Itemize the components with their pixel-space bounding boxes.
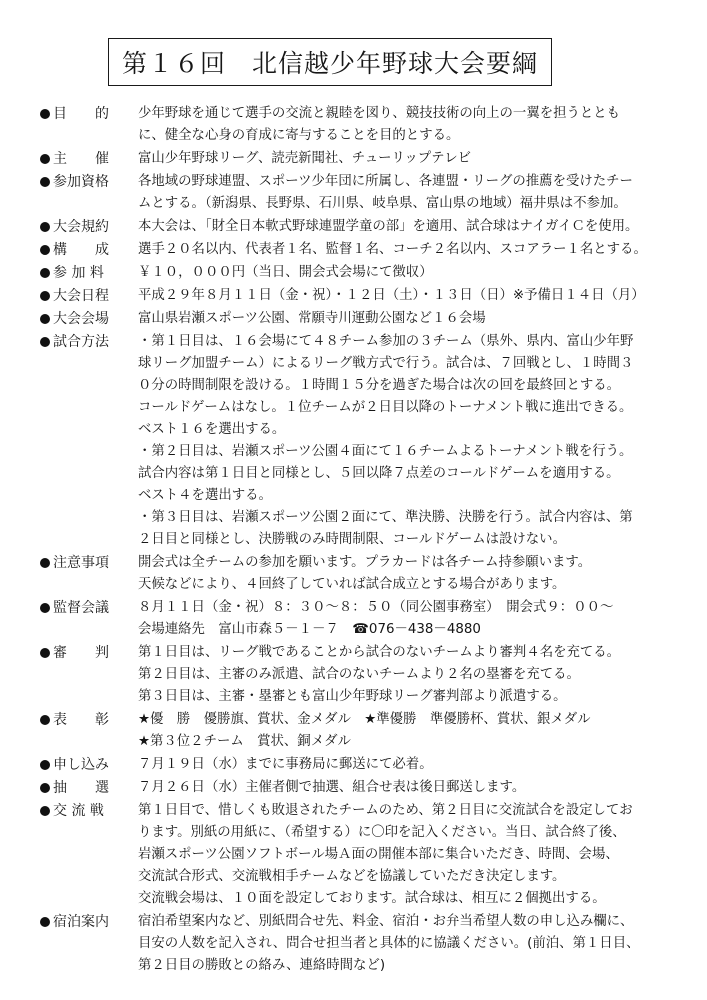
content-line: 岩瀬スポーツ公園ソフトボール場Ａ面の開催本部に集合いただき、時間、会場、 (138, 847, 619, 862)
item-label (40, 331, 138, 551)
content-line: 開会式は全チームの参加を願います。プラカードは各チーム持参願います。 (138, 555, 592, 570)
item-label-text: 交 流 戦 (53, 803, 104, 819)
content-line: 本大会は、「財全日本軟式野球連盟学童の部」を適用、試合球はナイガイＣを使用。 (138, 219, 639, 234)
page-title: 第１６回 北信越少年野球大会要綱 (121, 49, 538, 78)
content-line: ２日目と同様とし、決勝戦のみ時間制限、コールドゲームは設けない。 (138, 532, 566, 547)
content-line: コールドゲームはなし。１位チームが２日目以降のトーナメント戦に進出できる。 (138, 400, 633, 415)
item-label-text: 主 催 (53, 151, 109, 167)
bullet-icon (40, 783, 50, 793)
item-label (40, 800, 138, 910)
bullet-icon (40, 154, 50, 164)
item-content (138, 642, 680, 708)
item-label-text: 大会日程 (53, 288, 109, 304)
outline-item (40, 285, 680, 307)
outline-item (40, 148, 680, 170)
bullet-icon (40, 222, 50, 232)
bullet-icon (40, 806, 50, 816)
item-label-text: 表 彰 (53, 712, 109, 728)
item-label-text: 構 成 (53, 242, 109, 258)
item-label (40, 171, 138, 215)
content-line: 富山県岩瀬スポーツ公園、常願寺川運動公園など１６会場 (138, 311, 486, 326)
bullet-icon (40, 314, 50, 324)
item-content (138, 777, 680, 799)
item-label-text: 試合方法 (53, 334, 109, 350)
outline-item (40, 777, 680, 799)
content-line: ベスト１６を選出する。 (138, 422, 286, 437)
item-content (138, 800, 680, 910)
item-label-text: 監督会議 (53, 600, 109, 616)
content-line: ります。別紙の用紙に、（希望する）に〇印を記入ください。当日、試合終了後、 (138, 825, 626, 840)
content-line: ７月１９日（水）までに事務局に郵送にて必着。 (138, 757, 433, 772)
item-content (138, 308, 680, 330)
item-label (40, 642, 138, 708)
item-content (138, 285, 680, 307)
content-line: ・第２日目は、岩瀬スポーツ公園４面にて１６チームよるトーナメント戦を行う。 (138, 444, 633, 459)
outline-item (40, 552, 680, 596)
item-content (138, 216, 680, 238)
content-line: 球リーグ加盟チーム）によるリーグ戦方式で行う。試合は、７回戦とし、１時間３ (138, 356, 634, 371)
item-label (40, 239, 138, 261)
outline-item (40, 331, 680, 551)
content-line: ￥１０，０００円（当日、開会式会場にて徴収） (138, 265, 433, 280)
item-label-text: 大会規約 (53, 219, 109, 235)
outline-list (40, 103, 680, 978)
item-label (40, 552, 138, 596)
content-line: 各地域の野球連盟、スポーツ少年団に所属し、各連盟・リーグの推薦を受けたチー (138, 174, 633, 189)
content-line: 試合内容は第１日目と同様とし、５回以降７点差のコールドゲームを適用する。 (138, 466, 620, 481)
outline-item (40, 800, 680, 910)
bullet-icon (40, 917, 50, 927)
bullet-icon (40, 245, 50, 255)
content-line: 第１日目で、惜しくも敗退されたチームのため、第２日目に交流試合を設定してお (138, 803, 633, 818)
outline-item (40, 597, 680, 641)
outline-item (40, 709, 680, 753)
outline-item (40, 216, 680, 238)
outline-item (40, 103, 680, 147)
item-content (138, 709, 680, 753)
item-content (138, 597, 680, 641)
item-label (40, 777, 138, 799)
content-line: 平成２９年８月１１日（金・祝）・１２日（土）・１３日（日）※予備日１４日（月） (138, 288, 645, 303)
item-label (40, 754, 138, 776)
content-line: 交流戦会場は、１０面を設定しております。試合球は、相互に２個拠出する。 (138, 891, 606, 906)
item-content (138, 103, 680, 147)
item-content (138, 552, 680, 596)
item-label-text: 大会会場 (53, 311, 109, 327)
bullet-icon (40, 603, 50, 613)
item-label-text: 参加資格 (53, 174, 109, 190)
item-content (138, 239, 680, 261)
item-label-text: 参 加 料 (53, 265, 104, 281)
content-line: 第２日目は、主審のみ派遣、試合のないチームより２名の塁審を充てる。 (138, 667, 580, 682)
content-line: 会場連絡先 富山市森５－１－７ ☎076－438－4880 (138, 622, 481, 637)
content-line: ★第３位２チーム 賞状、銅メダル (138, 734, 351, 749)
bullet-icon (40, 648, 50, 658)
item-label-text: 抽 選 (53, 780, 109, 796)
outline-item (40, 754, 680, 776)
item-content (138, 331, 680, 551)
item-label-text: 申し込み (53, 757, 109, 773)
content-line: ７月２６日（水）主催者側で抽選、組合せ表は後日郵送します。 (138, 780, 526, 795)
item-label (40, 597, 138, 641)
content-line: ムとする。（新潟県、長野県、石川県、岐阜県、富山県の地域）福井県は不参加。 (138, 196, 627, 211)
bullet-icon (40, 291, 50, 301)
bullet-icon (40, 558, 50, 568)
content-line: 富山少年野球リーグ、読売新聞社、チューリップテレビ (138, 151, 472, 166)
bullet-icon (40, 109, 50, 119)
content-line: 少年野球を通じて選手の交流と親睦を図り、競技技術の向上の一翼を担うととも (138, 106, 621, 121)
outline-item (40, 642, 680, 708)
content-line: 第１日目は、リーグ戦であることから試合のないチームより審判４名を充てる。 (138, 645, 621, 660)
outline-item (40, 911, 680, 977)
item-label (40, 148, 138, 170)
item-label-text: 注意事項 (53, 555, 109, 571)
content-line: 宿泊希望案内など、別紙問合せ先、料金、宿泊・お弁当希望人数の申し込み欄に、 (138, 914, 634, 929)
content-line: 選手２０名以内、代表者１名、監督１名、コーチ２名以内、スコアラー１名とする。 (138, 242, 647, 257)
outline-item (40, 171, 680, 215)
content-line: ★優 勝 優勝旗、賞状、金メダル ★準優勝 準優勝杯、賞状、銀メダル (138, 712, 591, 727)
content-line: ベスト４を選出する。 (138, 488, 272, 503)
item-label (40, 216, 138, 238)
content-line: ８月１１日（金・祝）８：３０～８：５０（同公園事務室） 開会式９：００～ (138, 600, 614, 615)
content-line: 第２日目の勝敗との絡み、連絡時間など) (138, 958, 386, 973)
item-label (40, 285, 138, 307)
outline-item (40, 308, 680, 330)
item-label (40, 308, 138, 330)
item-label (40, 911, 138, 977)
item-content (138, 171, 680, 215)
content-line: 目安の人数を記入され、問合せ担当者と具体的に協議ください。(前泊、第１日目、 (138, 936, 640, 951)
bullet-icon (40, 337, 50, 347)
bullet-icon (40, 177, 50, 187)
item-content (138, 754, 680, 776)
item-label (40, 709, 138, 753)
content-line: ・第１日目は、１６会場にて４８チーム参加の３チーム（県外、県内、富山少年野 (138, 334, 634, 349)
content-line: 第３日目は、主審・塁審とも富山少年野球リーグ審判部より派遣する。 (138, 689, 567, 704)
bullet-icon (40, 760, 50, 770)
outline-item (40, 262, 680, 284)
item-label-text: 目 的 (53, 106, 109, 122)
bullet-icon (40, 715, 50, 725)
item-label (40, 262, 138, 284)
item-content (138, 911, 680, 977)
content-line: ・第３日目は、岩瀬スポーツ公園２面にて、準決勝、決勝を行う。試合内容は、第 (138, 510, 633, 525)
content-line: に、健全な心身の育成に寄与することを目的とする。 (138, 128, 460, 143)
item-label-text: 審 判 (53, 645, 109, 661)
content-line: 天候などにより、４回終了していれば試合成立とする場合があります。 (138, 577, 566, 592)
item-content (138, 262, 680, 284)
bullet-icon (40, 268, 50, 278)
item-label-text: 宿泊案内 (53, 914, 109, 930)
content-line: ０分の時間制限を設ける。１時間１５分を過ぎた場合は次の回を最終回とする。 (138, 378, 621, 393)
title-box (108, 38, 552, 86)
item-content (138, 148, 680, 170)
outline-item (40, 239, 680, 261)
item-label (40, 103, 138, 147)
content-line: 交流試合形式、交流戦相手チームなどを協議していただき決定します。 (138, 869, 566, 884)
